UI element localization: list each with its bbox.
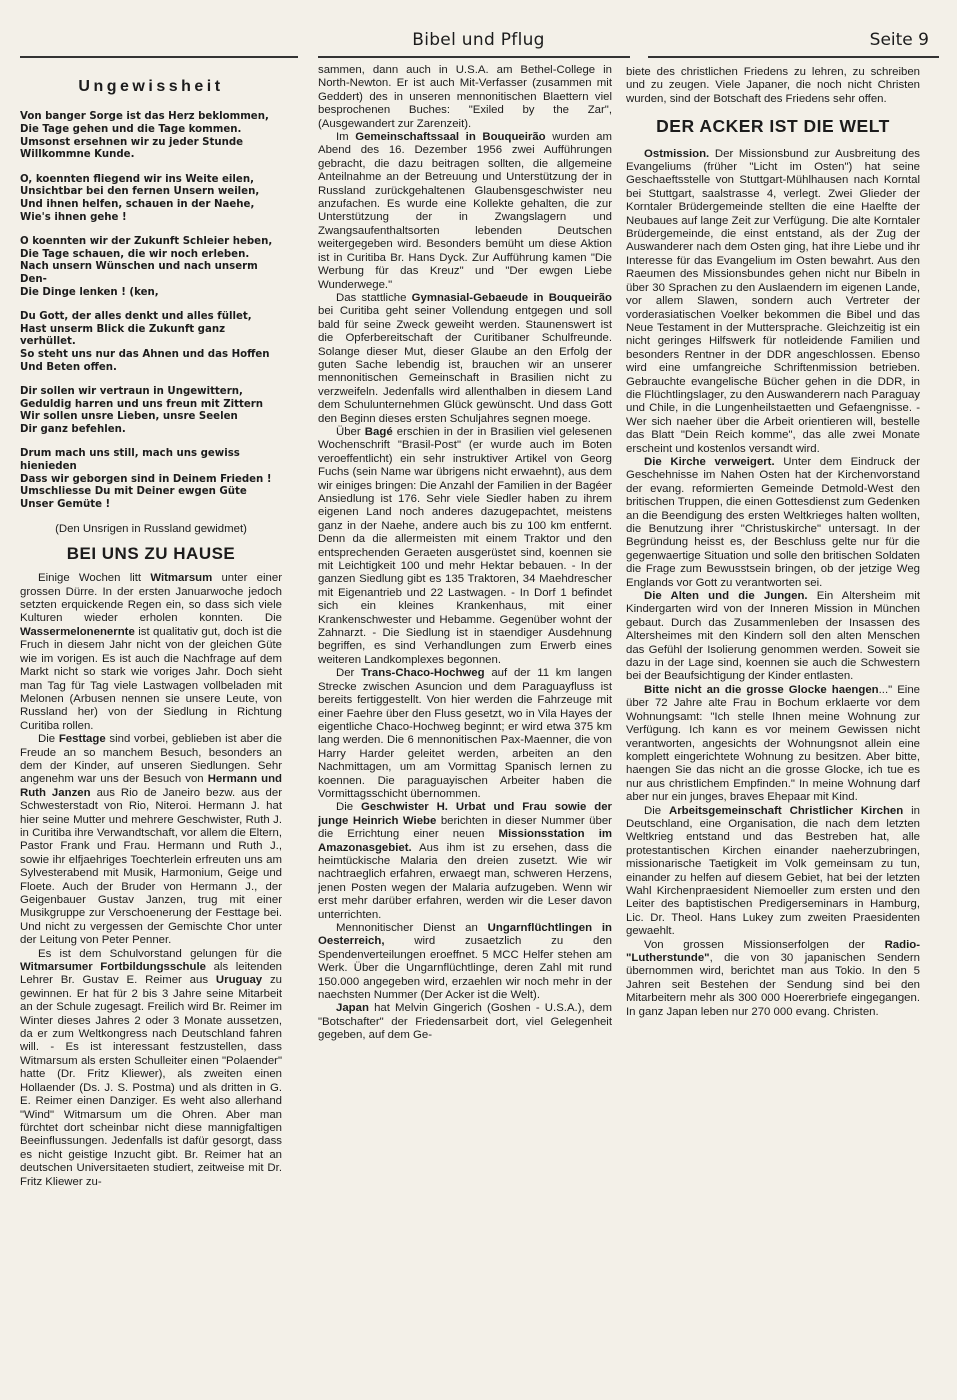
article-paragraph: Japan hat Melvin Gingerich (Goshen - U.S.A.), dem "Botschafter" der Friedensarbeit dort, viel Gelegenheit gegeben, auf dem Ge- [318, 1002, 612, 1042]
article-body [20, 572, 282, 1189]
bold-lead-phrase: Japan [336, 1002, 369, 1015]
bold-lead-phrase: Radio-"Lutherstunde" [626, 938, 920, 964]
article-paragraph: Über Bagé erschien in der in Brasilien viel gelesenen Wochenschrift "Brasil-Post" (er wurde auch im Boten veroeffentlicht) ein sehr instruktiver Artikel von Georg Fuchs (sein Name war übrigens nicht erwaehnt), aus dem wir einiges bringen: Die Anzahl der Familien in der Bagéer Ansiedlung ist 176. Sehr viele Siedler haben zu ihrem eigenen Land noch anderes dazugepachtet, meistens ganz in der Naehe, andere auch bis zu 100 km entfernt. Denn da die allermeisten mit einem Traktor und den entsprechenden Geraeten ausgerüstet sind, koennen sie mit Leichtigkeit 100 und mehr Hektar bebauen. - In der ganzen Siedlung gibt es 135 Traktoren, 34 Maehdrescher mit Eigenantrieb und 22 Lastwagen. - In Dorf 1 befindet sich ein kleines Krankenhaus, mit einer Krankenschwester und Hebamme. Gegenüber wohnt der Zahnarzt. - Die Siedlung ist in staendiger Ausdehnung begriffen, es sind Verhandlungen zum Erwerb eines weiteren Landkomplexes begonnen. [318, 425, 612, 666]
article-paragraph: Bitte nicht an die grosse Glocke haengen..." Eine über 72 Jahre alte Frau in Bochum erklaerte vor dem Wohnungsamt: "Ich stelle Ihnen meine Wohnung zur Verfügung. Ich kann es vor meinem Gewissen nicht verantworten, angesichts der Wohnungsnot allein eine komplett eingerichtete Wohnung zu besitzen. Aber bitte, haengen Sie das nicht an die grosse Glocke, ich tue es nur aus christlichem Empfinden." In meine Wohnung darf aber nur ein junges, braves Ehepaar mit Kind. [626, 683, 920, 804]
article-paragraph: Die Kirche verweigert. Unter dem Eindruck der Geschehnisse im Nahen Osten hat der Kirchenvorstand der evang. reformierten Gemeinde Detmold-West den britischen Truppen, die einen Gottesdienst zum Gedenken an die Beendigung des ersten Weltkrieges halten wollten, die Benutzung ihrer "Christuskirche" untersagt. In der Begründung heisst es, der Beschluss gelte nur für die gegenwaertige Situation und solle den britischen Soldaten die Frage zum Bewusstsein bringen, ob der jetzige Weg Englands vor Gott zu verantworten sei. [626, 455, 920, 589]
page-number: Seite 9 [869, 30, 929, 50]
poem-stanza: Dir sollen wir vertraun in Ungewittern, Geduldig harren und uns freun mit Zittern Wir sollen unsre Lieben, unsre Seelen Dir ganz befehlen. [20, 386, 264, 435]
article-paragraph: Das stattliche Gymnasial-Gebaeude in Bouqueirão bei Curitiba geht seiner Vollendung entgegen und soll bald für seine Zweck geweiht werden. Staunenswert ist die Opferbereitschaft der Curitibaner Schulfreunde. Solange dieser Mut, dieser Glaube an den Erfolg der guten Sache lebendig ist, brauchen wir an unserer mennonitischen Gemeinschaft in Brasilien nicht zu verzweifeln. Jedenfalls wird allenthalben in diesem Land dem Schulunternehmen Glück gewünscht. Und dass Gott den Beginn dieses ersten Schuljahres segnen moege. [318, 291, 612, 425]
article-body [318, 64, 612, 1043]
bold-lead-phrase: Bitte nicht an die grosse Glocke haengen [644, 683, 879, 696]
poem-stanza: Du Gott, der alles denkt und alles füllet, Hast unserm Blick die Zukunft ganz verhüllet. So steht uns nur das Ahnen und das Hoffen Und Beten offen. [20, 311, 270, 373]
article-body [626, 148, 920, 1019]
article-paragraph: sammen, dann auch in U.S.A. am Bethel-College in North-Newton. Er ist auch Mit-Verfasser (zusammen mit Geddert) des in unseren mennonitischen Blaettern viel besprochenen Buches: "Exiled by the Zar", (Ausgewandert zur Zarenzeit). [318, 64, 612, 130]
column-right [626, 66, 920, 1386]
article-paragraph: Einige Wochen litt Witmarsum unter einer grossen Dürre. In der ersten Januarwoche jedoch setzten erquickende Regen ein, so dass sich viele Kulturen wieder erholen konnten. Die Wassermelonenernte ist qualitativ gut, doch ist die Fruch in diesem Jahr nicht von der gleichen Güte wie im vorigen. Es ist auch die Nachfrage auf dem Markt nicht so stark wie voriges Jahr. Doch sieht man Tag für Tag viele Lastwagen vollbeladen mit Melonen (Arbusen nennen sie unsere Leute, von Russland her) von der Siedlung in Richtung Curitiba rollen. [20, 572, 282, 732]
bold-lead-phrase: Missionsstation im Amazonasgebiet. [318, 828, 612, 854]
article-paragraph: Die Festtage sind vorbei, geblieben ist aber die Freude an so manchem Besuch, besonders an dem der Kinder, auf unseren Siedlungen. Sehr angenehm war uns der Besuch von Hermann und Ruth Janzen aus Rio de Janeiro bezw. aus der Schwesterstadt von Rio, Niteroi. Hermann J. hat hier seine Mutter und mehrere Geschwister, Ruth J. in Curitiba ihre Verwandtschaft, vor allem die Eltern, Pastor Frank und Frau. Hermann und Ruth J., sowie ihr elfjaehriges Toechterlein erfreuten uns am Sylvesterabend mit Musik, Harmonium, Geige und Floete. Auch der Bruder von Hermann J., der Geigenbauer Gustav Janzen, trug mit einer Musikgruppe zur Verschoenerung der Festtage bei. Und nicht zu vergessen der Gemischte Chor unter der Leitung von Peter Penner. [20, 733, 282, 947]
article-paragraph: Ostmission. Der Missionsbund zur Ausbreitung des Evangeliums (früher "Licht im Osten") hat seine Geschaeftsstelle von Stuttgart-Mühlhausen nach Korntal bei Stuttgart, saalstrasse 4, verlegt. Zwei Glieder der Korntaler Brüdergemeinde stellten die eine Haelfte der Neubaues auf lange Zeit zur Verfügung. Die alte Korntaler Brüdergemeinde, die einst entstand, als der Zug der Auswanderer nach dem Osten ging, hat ihre Liebe und ihr Interesse für das Evangelium im Osten bewahrt. Aus den Raeumen des Missionsbundes gehen nicht nur Bibeln in über 30 Sprachen zu den Auslaendern im eigenen Lande, vor allem Slawen, sondern auch Vertreter der vorderasiatischen Voelker bekommen die Bibel und das Neue Testament in der Muttersprache. Gleichzeitig ist ein nicht geringes Hilfswerk für notleidende Familien und besonders Rentner in der DDR angeschlossen. Ebenso wird eine umfangreiche Schriftenmission betrieben. Gebrauchte evangelische Bücher gehen in die DDR, in die Flüchtlingslager, zu den Auswanderern nach Paraguay und Chile, in die Lungenheilstaetten und Gefaengnisse. - Wer sich naeher über die Arbeit orientieren will, bestelle das Blatt "Dein Reich komme", das alle zwei Monate erscheint und kostenlos versandt wird. [626, 147, 920, 455]
bold-lead-phrase: Arbeitsgemeinschaft Christlicher Kirchen [669, 804, 904, 817]
article-paragraph: Die Geschwister H. Urbat und Frau sowie der junge Heinrich Wiebe berichten in dieser Nummer über die Errichtung einer neuen Missionsstation im Amazonasgebiet. Aus ihm ist zu ersehen, dass die heimtückische Malaria den dreien zusetzt. Wie wir nachtraeglich erfahren, erwaegt man, schweren Herzens, jenen Posten wegen der Malaria aufzugeben. Wenn wir erst mehr darüber erfahren, werden wir die Leser davon unterrichten. [318, 801, 612, 921]
bold-lead-phrase: Festtage [58, 733, 106, 746]
article-paragraph: Der Trans-Chaco-Hochweg auf der 11 km langen Strecke zwischen Asuncion und dem Paraguayfluss ist bereits fertiggestellt. Von hier werden die Fahrzeuge mit einer Faehre über den Fluss gesetzt, wo in Vila Hayes der eigentliche Chaco-Hochweg beginnt; er wird etwa 375 km lang werden. Die 6 mennonitischen Pax-Maenner, die von Harry Harder geleitet werden, arbeiten an den Nachmittagen, um am Vormittag Spanisch lernen zu koennen. Die paraguayischen Arbeiter haben die Vormittagsschicht übernommen. [318, 667, 612, 800]
newspaper-title: Bibel und Pflug [412, 30, 545, 50]
poem-stanza: O koennten wir der Zukunft Schleier heben, Die Tage schauen, die wir noch erleben. Nach unsern Wünschen und nach unserm Den- Die Dinge lenken ! (ken, [20, 236, 273, 298]
page-header [18, 28, 939, 58]
bold-lead-phrase: Trans-Chaco-Hochweg [361, 667, 485, 680]
section-heading: DER ACKER IST DIE WELT [656, 116, 890, 137]
article-paragraph: Mennonitischer Dienst an Ungarnflüchtlingen in Oesterreich, wird zusaetzlich zu den Spendenverteilungen eroeffnet. 5 MCC Helfer stehen am Werk. Über die Ungarnflüchtlinge, deren Zahl mit rund 150.000 angegeben wird, erzaehlen wir noch mehr in der naechsten Nummer (Der Acker ist die Welt). [318, 922, 612, 1002]
bold-lead-phrase: Die Alten und die Jungen. [644, 590, 808, 603]
article-paragraph: Im Gemeinschaftssaal in Bouqueirão wurden am Abend des 16. Dezember 1956 zwei Aufführungen gebracht, die dazu beitragen sollten, die allgemeine Anteilnahme an der Betreuung und Unterstützung der in Russland zurückgehaltenen Glaubensgeschwister neu anzufachen. Es wurde eine Kollekte gehalten, die zur Unterstützung der in Zwangslagern und Zwangsaufenthaltsorten lebenden Deutschen weitergegeben wird. Besonders bemüht um diese Aktion ist in Curitiba Br. Hans Dyck. Zur Aufführung kamen "Die Werbung für das Kreuz" und "Der ewgen Liebe Wunderwege." [318, 131, 612, 291]
poem-stanza: Von banger Sorge ist das Herz beklommen, Die Tage gehen und die Tage kommen. Umsonst ersehnen wir zu jeder Stunde Willkommne Kunde. [20, 111, 269, 161]
bold-lead-phrase: Uruguay [215, 974, 263, 987]
article-paragraph: Die Arbeitsgemeinschaft Christlicher Kirchen in Deutschland, eine Organisation, die nach dem letzten Weltkrieg entstand und das Bestreben hat, alle protestantischen Kirchen einander naeherzubringen, missionarische Taetigkeit im Volk gemeinsam zu tun, einander zu helfen auf diesem Gebiet, hat bei der letzten Wahl Kirchenpraesident Niemoeller zum ersten und den Leiter des baptistischen Predigerseminars in Hamburg, Lic. Dr. Theol. Hans Lukey zum zweiten Praesidenten gewaehlt. [626, 804, 920, 938]
bold-lead-phrase: Bagé [364, 425, 393, 438]
article-paragraph: biete des christlichen Friedens zu lehren, zu schreiben und zu zeugen. Viele Japaner, die noch nicht Christen wurden, sind der Botschaft des Friedens sehr offen. [626, 66, 920, 105]
bold-lead-phrase: Gymnasial-Gebaeude in Bouqueirão [411, 291, 612, 304]
poem-title: Ungewissheit [78, 78, 224, 95]
bold-lead-phrase: Geschwister H. Urbat und Frau sowie der junge Heinrich Wiebe [318, 801, 612, 827]
column-left [20, 66, 282, 1386]
article-paragraph: Von grossen Missionserfolgen der Radio-"Lutherstunde", die von 30 japanischen Sendern übernommen wird, berichtet man aus Tokio. In den 5 Jahren seit Bestehen der Sendung sind bei den Mitarbeitern mehr als 300 000 Hoererbriefe eingegangen. In ganz Japan leben nur 270 000 evang. Christen. [626, 938, 920, 1018]
bold-lead-phrase: Ostmission. [644, 147, 710, 160]
bold-lead-phrase: Die Kirche verweigert. [644, 455, 775, 468]
section-heading: BEI UNS ZU HAUSE [66, 543, 236, 563]
header-rule [648, 56, 939, 58]
header-rule [318, 56, 630, 58]
poem-stanza: O, koennten fliegend wir ins Weite eilen, Unsichtbar bei den fernen Unsern weilen, Und ihnen helfen, schauen in der Naehe, Wie's ihnen gehe ! [20, 173, 260, 223]
bold-lead-phrase: Witmarsum [150, 572, 213, 585]
poem-stanza: Drum mach uns still, mach uns gewiss hienieden Dass wir geborgen sind in Deinem Frieden ! Umschliesse Du mit Deiner ewgen Güte Unser Gemüte ! [20, 448, 272, 510]
poem-dedication: (Den Unsrigen in Russland gewidmet) [55, 523, 247, 536]
bold-lead-phrase: Ungarnflüchtlingen in Oesterreich, [318, 922, 612, 948]
header-rule [20, 56, 298, 58]
bold-lead-phrase: Witmarsumer Fortbildungsschule [20, 961, 206, 974]
bold-lead-phrase: Hermann und Ruth Janzen [20, 773, 282, 799]
bold-lead-phrase: Wassermelonenernte [20, 625, 135, 638]
bold-lead-phrase: Gemeinschaftssaal in Bouqueirão [355, 131, 546, 144]
article-paragraph: Die Alten und die Jungen. Ein Altersheim mit Kindergarten wird von der Inneren Mission in München gebaut. Durch das Zusammenleben der Insassen des Altersheimes mit den Kindern soll den alten Menschen das Gefühl der Isolierung genommen werden. Soweit sie dazu in der Lage sind, koennen sie auch die Schwestern bei der Beaufsichtigung der Kinder entlasten. [626, 590, 920, 683]
column-middle [318, 64, 612, 1384]
article-paragraph: Es ist dem Schulvorstand gelungen für die Witmarsumer Fortbildungsschule als leitenden Lehrer Br. Gustav E. Reimer aus Uruguay zu gewinnen. Er hat für 2 bis 3 Jahre seine Mitarbeit an der Schule zugesagt. Freilich wird Br. Reimer im Winter dieses Jahres 2 oder 3 Monate aussetzen, da er zum Weltkongress nach Deutschland fahren will. - Es ist interessant festzustellen, dass Witmarsum als ersten Schulleiter einen "Polaender" hatte (Dr. Fritz Kliewer), als zweiten einen Hollaender (Ds. J. S. Postma) und als dritten in G. E. Reimer einen Danziger. Es weht also allerhand "Wind" Witmarsum um die Ohren. Aber man fürchtet dort scheinbar nicht diese mannigfaltigen Beeinflussungen. Jedenfalls ist dafür gesorgt, dass es nicht geistige Inzucht gibt. Br. Reimer hat an deutschen Universitaeten studiert, zeitweise mit Dr. Fritz Kliewer zu- [20, 947, 282, 1188]
